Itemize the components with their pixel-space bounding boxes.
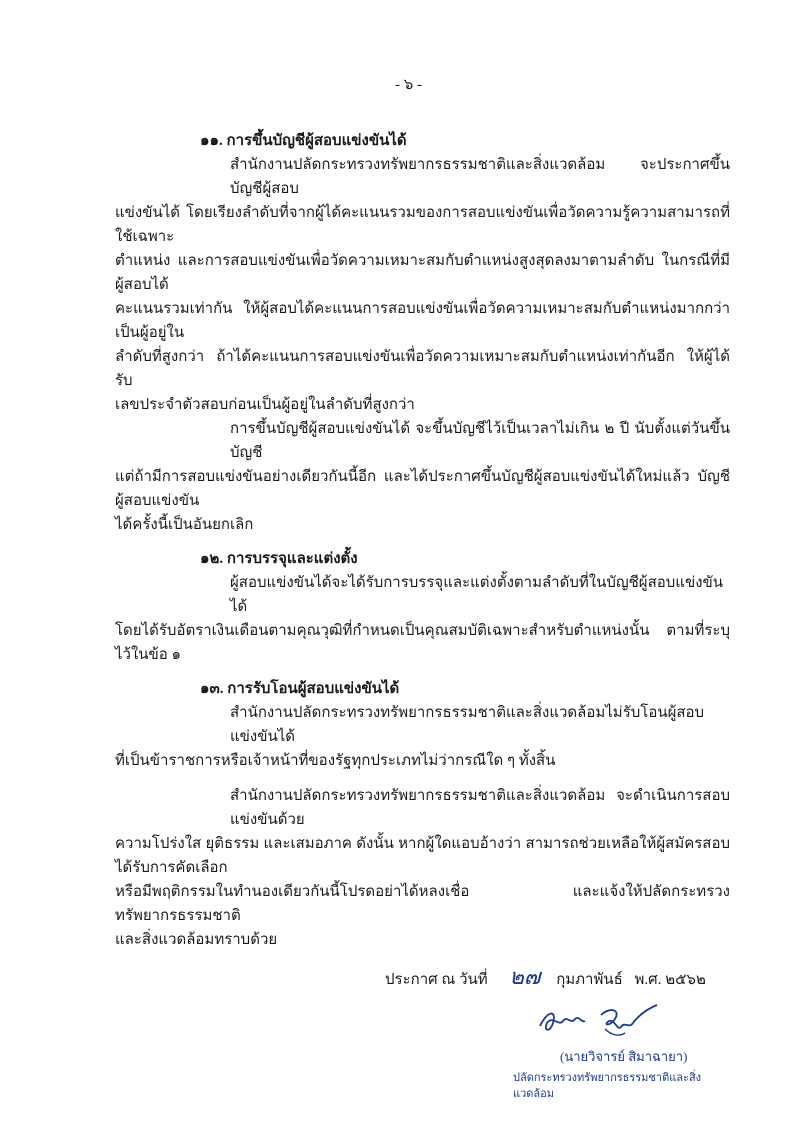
- closing-line: หรือมีพฤติกรรมในทำนองเดียวกันนี้โปรดอย่าได้หลงเชื่อ และแจ้งให้ปลัดกระทรวงทรัพยากรธรรมชาติ: [115, 884, 730, 924]
- paragraph-line: ผู้สอบแข่งขันได้จะได้รับการบรรจุและแต่งตั้งตามลำดับที่ในบัญชีผู้สอบแข่งขันได้: [230, 575, 724, 615]
- signatory-name: (นายวิจารย์ สิมาฉายา): [560, 1049, 688, 1064]
- section-12-heading: ๑๒. การบรรจุและแต่งตั้ง: [200, 551, 358, 567]
- date-year: พ.ศ. ๒๕๖๒: [634, 972, 706, 988]
- paragraph-line: ตำแหน่ง และการสอบแข่งขันเพื่อวัดความเหมาะสมกับตำแหน่งสูงสุดลงมาตามลำดับ ในกรณีที่มีผู้สอบได้: [115, 253, 730, 293]
- paragraph-line: แต่ถ้ามีการสอบแข่งขันอย่างเดียวกันนี้อีก และได้ประกาศขึ้นบัญชีผู้สอบแข่งขันได้ใหม่แล้ว บัญชีผู้สอบแข่งขัน: [115, 469, 730, 509]
- paragraph-line: แข่งขันได้ โดยเรียงลำดับที่จากผู้ได้คะแนนรวมของการสอบแข่งขันเพื่อวัดความรู้ความสามารถที่ใช้เฉพาะ: [115, 205, 730, 245]
- date-prefix: ประกาศ ณ วันที่: [385, 972, 488, 988]
- paragraph-line: สำนักงานปลัดกระทรวงทรัพยากรธรรมชาติและสิ่งแวดล้อม จะประกาศขึ้นบัญชีผู้สอบ: [230, 157, 730, 197]
- paragraph-line: สำนักงานปลัดกระทรวงทรัพยากรธรรมชาติและสิ่งแวดล้อมไม่รับโอนผู้สอบแข่งขันได้: [230, 705, 705, 745]
- paragraph-line: โดยได้รับอัตราเงินเดือนตามคุณวุฒิที่กำหนดเป็นคุณสมบัติเฉพาะสำหรับตำแหน่งนั้น ตามที่ระบุไว้ในข้อ ๑: [115, 623, 730, 663]
- handwritten-signature: [535, 1001, 665, 1043]
- section-13-heading: ๑๓. การรับโอนผู้สอบแข่งขันได้: [200, 681, 400, 697]
- handwritten-day: ๒๗: [509, 964, 541, 989]
- closing-line: สำนักงานปลัดกระทรวงทรัพยากรธรรมชาติและสิ่งแวดล้อม จะดำเนินการสอบแข่งขันด้วย: [230, 788, 730, 828]
- announcement-date: [385, 962, 730, 995]
- paragraph-line: ที่เป็นข้าราชการหรือเจ้าหน้าที่ของรัฐทุกประเภทไม่ว่ากรณีใด ๆ ทั้งสิ้น: [115, 753, 556, 769]
- paragraph-line: การขึ้นบัญชีผู้สอบแข่งขันได้ จะขึ้นบัญชีไว้เป็นเวลาไม่เกิน ๒ ปี นับตั้งแต่วันขึ้นบัญชี: [230, 421, 730, 461]
- date-month: กุมภาพันธ์: [556, 972, 623, 988]
- paragraph-line: ได้ครั้งนี้เป็นอันยกเลิก: [115, 517, 254, 533]
- closing-line: ความโปร่งใส ยุติธรรม และเสมอภาค ดังนั้น หากผู้ใดแอบอ้างว่า สามารถช่วยเหลือให้ผู้สมัครสอบได้รับการคัดเลือก: [115, 836, 730, 876]
- paragraph-line: คะแนนรวมเท่ากัน ให้ผู้สอบได้คะแนนการสอบแข่งขันเพื่อวัดความเหมาะสมกับตำแหน่งมากกว่าเป็นผู้อยู่ใน: [115, 301, 730, 341]
- paragraph-line: เลขประจำตัวสอบก่อนเป็นผู้อยู่ในลำดับที่สูงกว่า: [115, 397, 415, 413]
- page-number: - ๖ -: [395, 77, 423, 93]
- paragraph-line: ลำดับที่สูงกว่า ถ้าได้คะแนนการสอบแข่งขันเพื่อวัดความเหมาะสมกับตำแหน่งเท่ากันอีก ให้ผู้ได้รับ: [115, 349, 730, 389]
- closing-line: และสิ่งแวดล้อมทราบด้วย: [115, 932, 278, 948]
- signatory-position: ปลัดกระทรวงทรัพยากรธรรมชาติและสิ่งแวดล้อม: [513, 1072, 702, 1100]
- section-11-heading: ๑๑. การขึ้นบัญชีผู้สอบแข่งขันได้: [200, 133, 407, 149]
